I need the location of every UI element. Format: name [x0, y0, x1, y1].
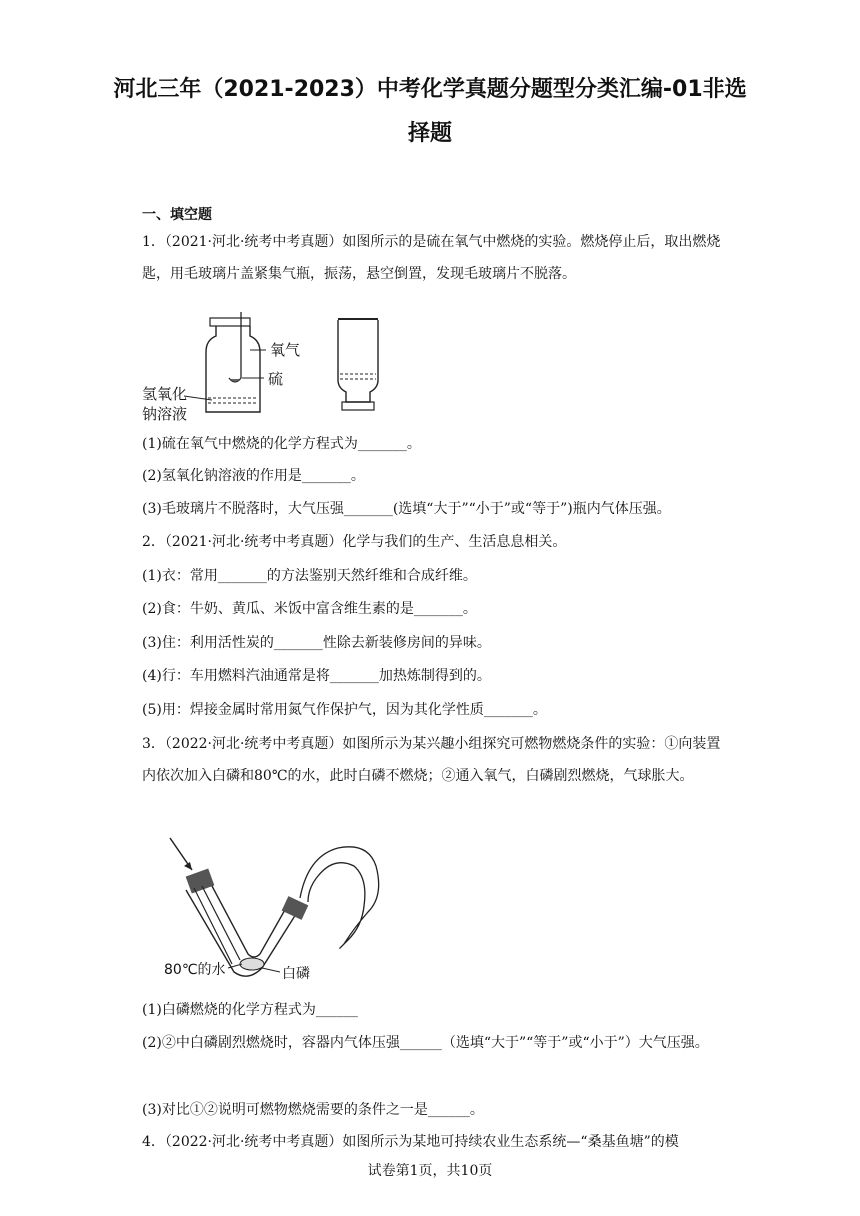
label-naoh-1: 氢氧化: [142, 385, 188, 403]
label-white-phosphorus: 白磷: [282, 966, 310, 982]
label-water-80c: 80℃的水: [164, 962, 226, 978]
question-1-sub3: (3)毛玻璃片不脱落时，大气压强_______(选填“大于”“小于”或“等于”)瓶内气体压强。: [142, 501, 671, 517]
question-2-sub3: (3)住：利用活性炭的_______性除去新装修房间的异味。: [142, 635, 491, 651]
question-3-stem: 3．（2022·河北·统考中考真题）如图所示为某兴趣小组探究可燃物燃烧条件的实验：①向装置内依次加入白磷和80℃的水，此时白磷不燃烧；②通入氧气，白磷剧烈燃烧，气球胀大。: [142, 736, 721, 784]
question-1-sub2: (2)氢氧化钠溶液的作用是_______。: [142, 468, 365, 484]
question-3-sub2: (2)②中白磷剧烈燃烧时，容器内气体压强______（选填“大于”“等于”或“小于”）大气压强。: [142, 1035, 709, 1051]
question-1-sub1: (1)硫在氧气中燃烧的化学方程式为_______。: [142, 436, 421, 452]
section-heading: 一、填空题: [142, 207, 212, 223]
question-1-stem: 1．（2021·河北·统考中考真题）如图所示的是硫在氧气中燃烧的实验。燃烧停止后，取出燃烧匙，用毛玻璃片盖紧集气瓶，振荡，悬空倒置，发现毛玻璃片不脱落。: [142, 234, 721, 282]
label-oxygen: 氧气: [270, 341, 301, 359]
balloon: [300, 847, 379, 948]
figure-sulfur-combustion: [142, 312, 402, 430]
question-2-stem: 2．（2021·河北·统考中考真题）化学与我们的生产、生活息息相关。: [142, 534, 567, 550]
figure-phosphorus-combustion: [158, 836, 398, 984]
label-naoh-2: 钠溶液: [142, 405, 188, 423]
question-3-sub1: (1)白磷燃烧的化学方程式为______: [142, 1002, 358, 1018]
right-stopper: [282, 896, 309, 920]
question-2-sub5: (5)用：焊接金属时常用氮气作保护气，因为其化学性质_______。: [142, 702, 547, 718]
document-title: 河北三年（2021-2023）中考化学真题分题型分类汇编-01非选择题: [113, 77, 747, 146]
question-2-sub4: (4)行：车用燃料汽油通常是将_______加热炼制得到的。: [142, 668, 491, 684]
question-4-stem: 4．（2022·河北·统考中考真题）如图所示为某地可持续农业生态系统—“桑基鱼塘”的模: [142, 1134, 679, 1150]
left-stopper: [186, 868, 215, 893]
question-3-sub3: (3)对比①②说明可燃物燃烧需要的条件之一是______。: [142, 1102, 484, 1118]
question-2-sub1: (1)衣：常用_______的方法鉴别天然纤维和合成纤维。: [142, 568, 477, 584]
white-phosphorus: [240, 958, 264, 970]
page-footer: 试卷第1页，共10页: [367, 1163, 493, 1179]
inverted-jar: [338, 318, 378, 410]
gas-jar: [206, 326, 260, 412]
jar-stopper: [210, 318, 250, 326]
label-sulfur: 硫: [268, 370, 284, 388]
question-2-sub2: (2)食：牛奶、黄瓜、米饭中富含维生素的是_______。: [142, 601, 477, 617]
